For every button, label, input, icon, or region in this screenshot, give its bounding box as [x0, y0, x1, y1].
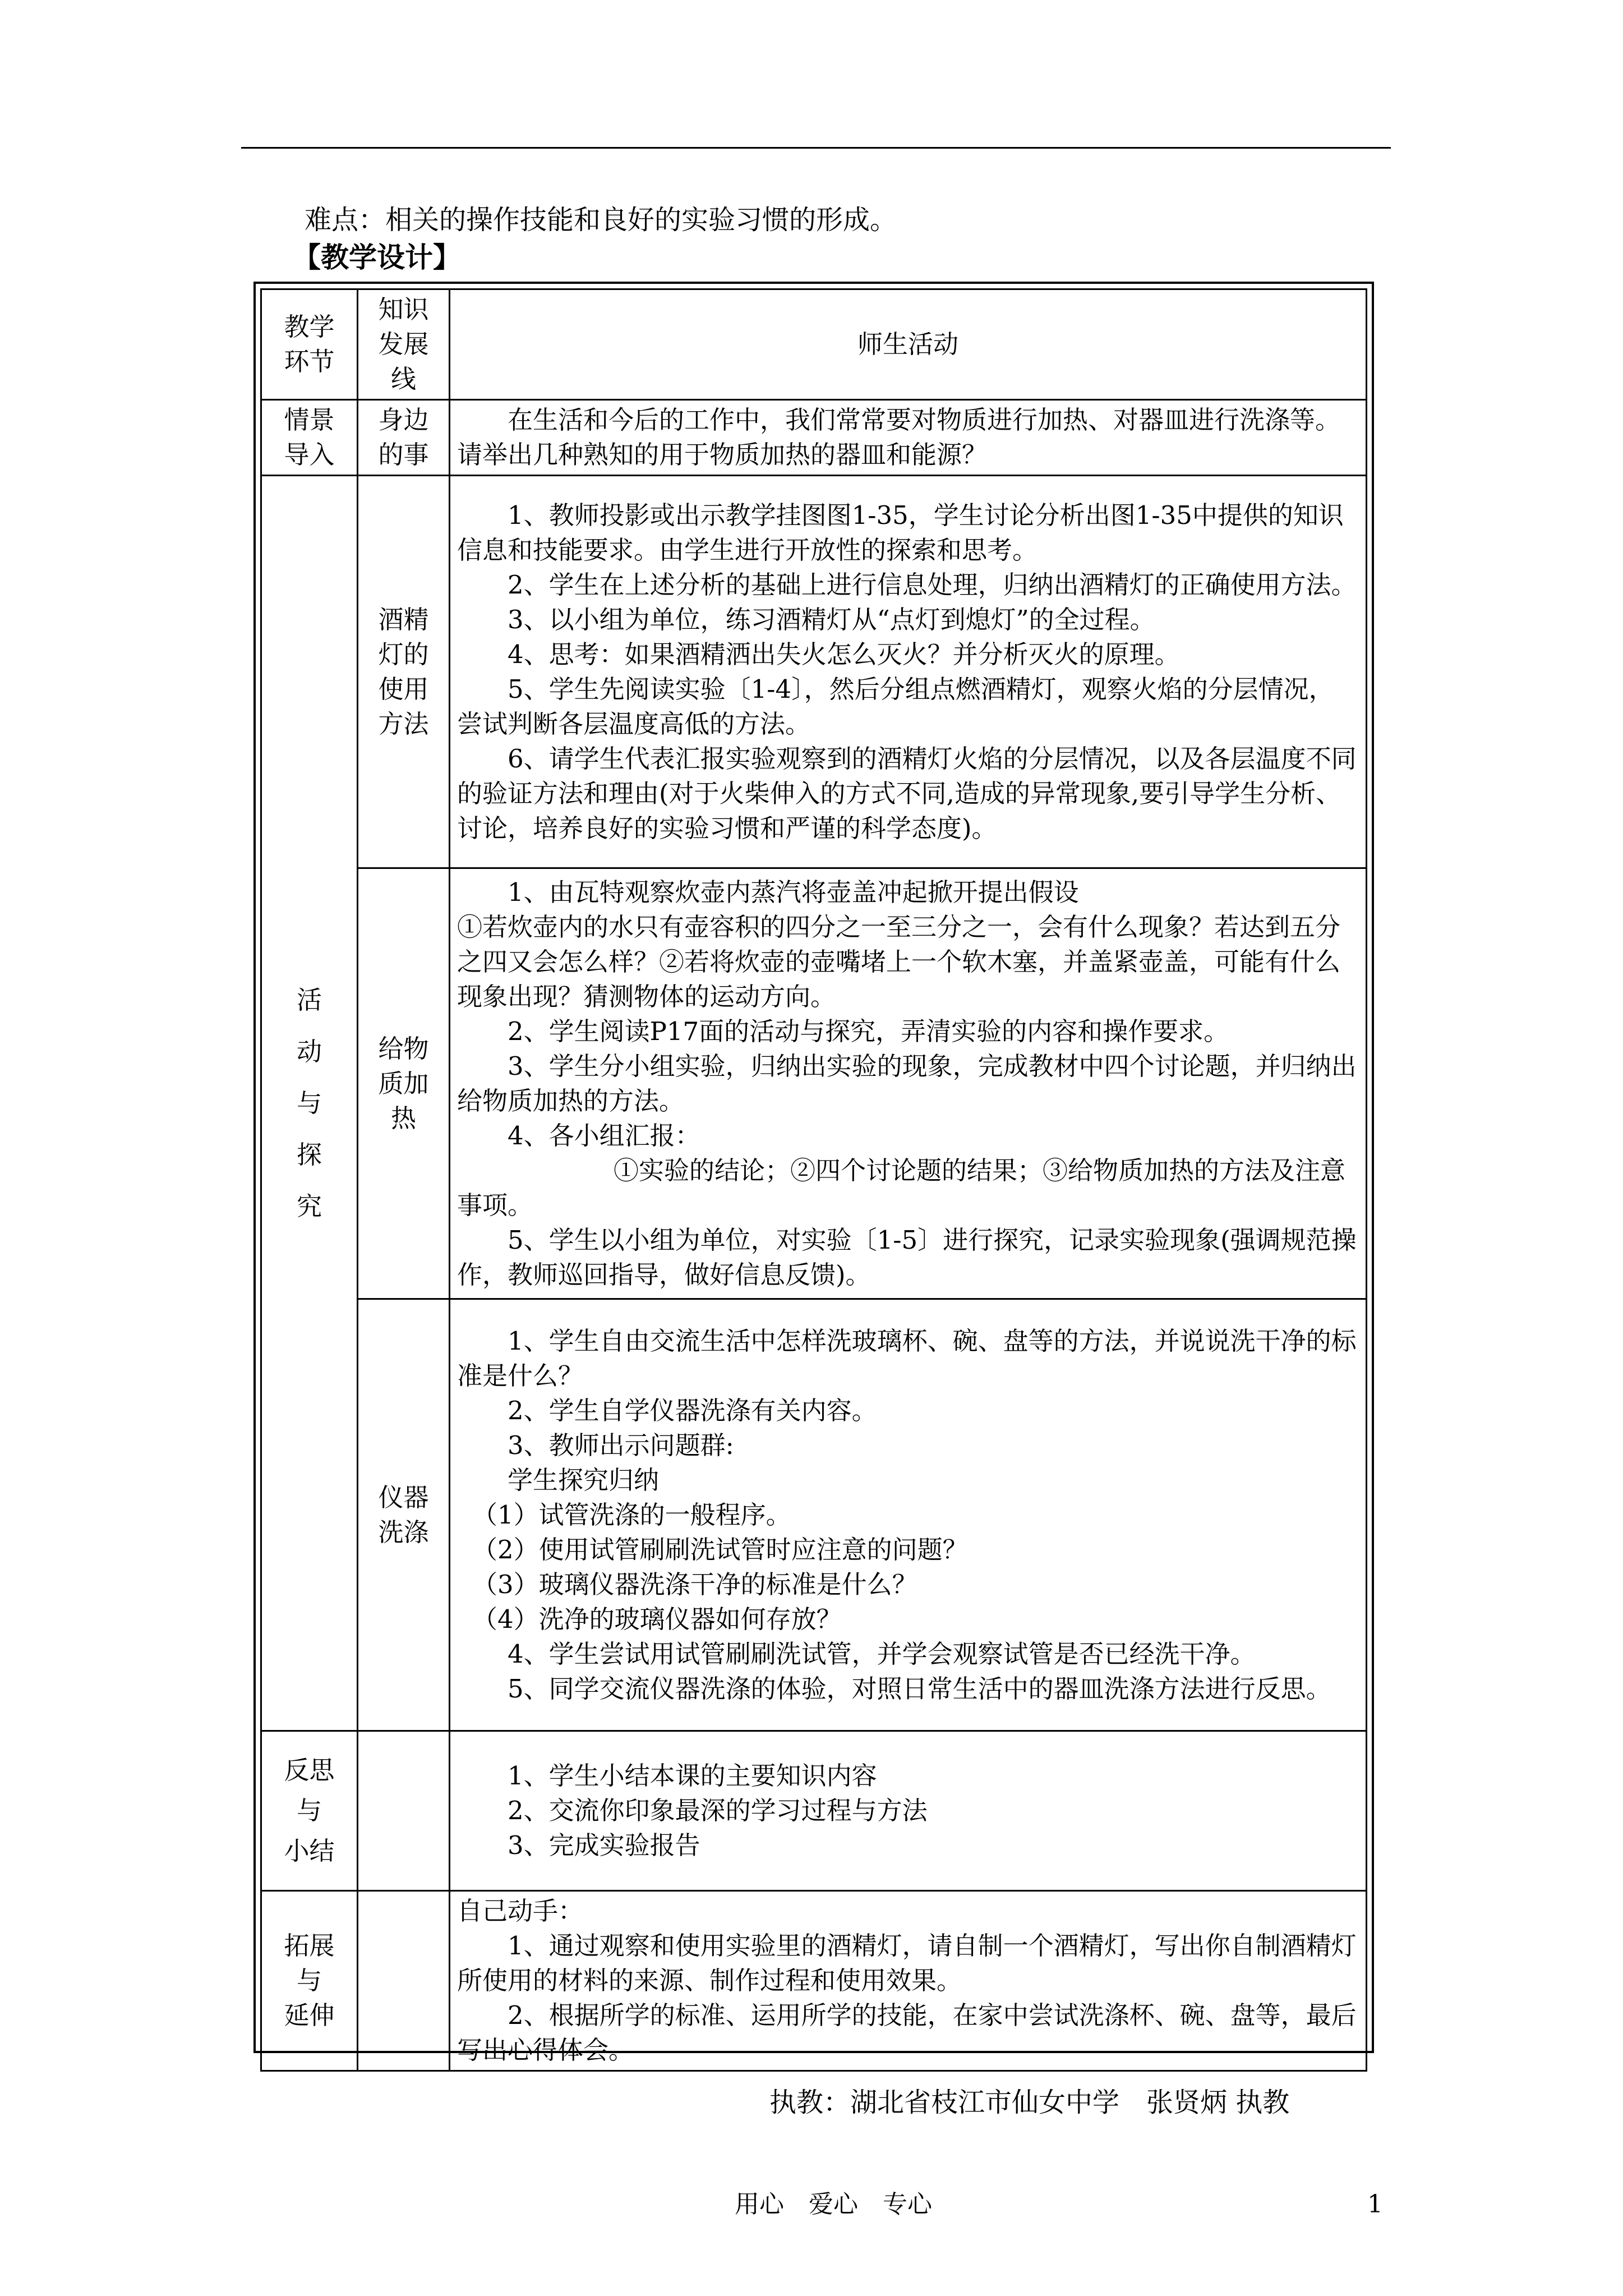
reflection-content: [450, 1731, 1367, 1891]
table-row-heating: [261, 868, 1367, 1299]
washing-line: 4、学生尝试用试管刷刷洗试管，并学会观察试管是否已经洗干净。: [508, 1639, 1256, 1669]
heating-line: 2、学生阅读P17面的活动与探究，弄清实验的内容和操作要求。: [508, 1016, 1229, 1046]
washing-content: [450, 1299, 1367, 1731]
reflection-line: 3、完成实验报告: [508, 1830, 700, 1860]
heating-line: 4、各小组汇报：: [508, 1120, 700, 1151]
table-row-intro: [261, 400, 1367, 476]
extension-line: 2、根据所学的标准、运用所学的技能，在家中尝试洗涤杯、碗、盘等，最后写出心得体会。: [457, 2000, 1357, 2065]
lamp-line: 6、请学生代表汇报实验观察到的酒精灯火焰的分层情况，以及各层温度不同的验证方法和理由(对于火柴伸入的方式不同,造成的异常现象,要引导学生分析、讨论，培养良好的实验习惯和严谨的科学态度)。: [457, 743, 1357, 843]
header-stage: 教学 环节: [261, 289, 358, 400]
lamp-line: 2、学生在上述分析的基础上进行信息处理，归纳出酒精灯的正确使用方法。: [508, 569, 1357, 600]
extension-heading: 自己动手：: [457, 1896, 584, 1926]
topic-lamp: 酒精 灯的 使用 方法: [358, 476, 450, 868]
intro-content: 在生活和今后的工作中，我们常常要对物质进行加热、对器皿进行洗涤等。请举出几种熟知的用于物质加热的器皿和能源？: [450, 400, 1367, 476]
section-title: 【教学设计】: [293, 241, 461, 274]
table-row-lamp: [261, 476, 1367, 868]
reflection-line: 1、学生小结本课的主要知识内容: [508, 1761, 877, 1791]
washing-line: 3、教师出示问题群:: [508, 1430, 734, 1460]
heating-line: 3、学生分小组实验，归纳出实验的现象，完成教材中四个讨论题，并归纳出给物质加热的方法。: [457, 1051, 1357, 1116]
heating-content: [450, 868, 1367, 1299]
topic-reflection-empty: [358, 1731, 450, 1891]
topic-extension-empty: [358, 1891, 450, 2071]
difficulty-statement: 难点：相关的操作技能和良好的实验习惯的形成。: [305, 204, 897, 236]
topic-washing: 仪器 洗涤: [358, 1299, 450, 1731]
table-row-washing: [261, 1299, 1367, 1731]
table-header-row: [261, 289, 1367, 400]
table-row-extension: [261, 1891, 1367, 2071]
stage-extension: 拓展 与 延伸: [261, 1891, 358, 2071]
lamp-line: 4、思考：如果酒精洒出失火怎么灭火？并分析灭火的原理。: [508, 639, 1180, 669]
lamp-line: 5、学生先阅读实验〔1-4〕，然后分组点燃酒精灯，观察火焰的分层情况，尝试判断各层温度高低的方法。: [457, 674, 1334, 739]
washing-line: 5、同学交流仪器洗涤的体验，对照日常生活中的器皿洗涤方法进行反思。: [508, 1673, 1331, 1704]
washing-question: （3）玻璃仪器洗涤干净的标准是什么？: [472, 1569, 917, 1599]
topic-intro: 身边 的事: [358, 400, 450, 476]
extension-content: [450, 1891, 1367, 2071]
washing-question: （1）试管洗涤的一般程序。: [472, 1499, 791, 1530]
extension-line: 1、通过观察和使用实验里的酒精灯，请自制一个酒精灯，写出你自制酒精灯所使用的材料的来源、制作过程和使用效果。: [457, 1931, 1357, 1995]
header-rule: [241, 147, 1391, 149]
stage-intro: 情景 导入: [261, 400, 358, 476]
header-activity: 师生活动: [450, 289, 1367, 400]
heating-line: ①实验的结论；②四个讨论题的结果；③给物质加热的方法及注意事项。: [457, 1155, 1346, 1220]
page-number: 1: [1367, 2190, 1383, 2219]
lamp-line: 3、以小组为单位，练习酒精灯从“点灯到熄灯”的全过程。: [508, 604, 1155, 634]
header-knowledge: 知识 发展 线: [358, 289, 450, 400]
washing-line: 1、学生自由交流生活中怎样洗玻璃杯、碗、盘等的方法，并说说洗干净的标准是什么？: [457, 1326, 1357, 1391]
author-credit: 执教：湖北省枝江市仙女中学 张贤炳 执教: [769, 2087, 1290, 2118]
stage-activity: 活 动 与 探 究: [261, 476, 358, 1731]
stage-reflection: 反思 与 小结: [261, 1731, 358, 1891]
teaching-design-table: [253, 282, 1374, 2065]
heating-line: 5、学生以小组为单位，对实验〔1-5〕进行探究，记录实验现象(强调规范操作，教师巡回指导，做好信息反馈)。: [457, 1225, 1357, 1290]
washing-line: 2、学生自学仪器洗涤有关内容。: [508, 1395, 877, 1425]
footer-motto: 用心 爱心 专心: [735, 2190, 932, 2219]
washing-question: （4）洗净的玻璃仪器如何存放？: [472, 1604, 842, 1634]
lamp-line: 1、教师投影或出示教学挂图图1-35，学生讨论分析出图1-35中提供的知识信息和技能要求。由学生进行开放性的探索和思考。: [457, 500, 1344, 565]
lamp-content: [450, 476, 1367, 868]
washing-question: （2）使用试管刷刷洗试管时应注意的问题？: [472, 1534, 968, 1565]
heating-line: 1、由瓦特观察炊壶内蒸汽将壶盖冲起掀开提出假设: [508, 877, 1079, 907]
heating-line: ①若炊壶内的水只有壶容积的四分之一至三分之一，会有什么现象？若达到五分之四又会怎么样？②若将炊壶的壶嘴堵上一个软木塞，并盖紧壶盖，可能有什么现象出现？猜测物体的运动方向。: [457, 912, 1341, 1011]
reflection-line: 2、交流你印象最深的学习过程与方法: [508, 1796, 928, 1825]
topic-heating: 给物 质加 热: [358, 868, 450, 1299]
table-row-reflection: [261, 1731, 1367, 1891]
washing-line: 学生探究归纳: [508, 1465, 660, 1495]
